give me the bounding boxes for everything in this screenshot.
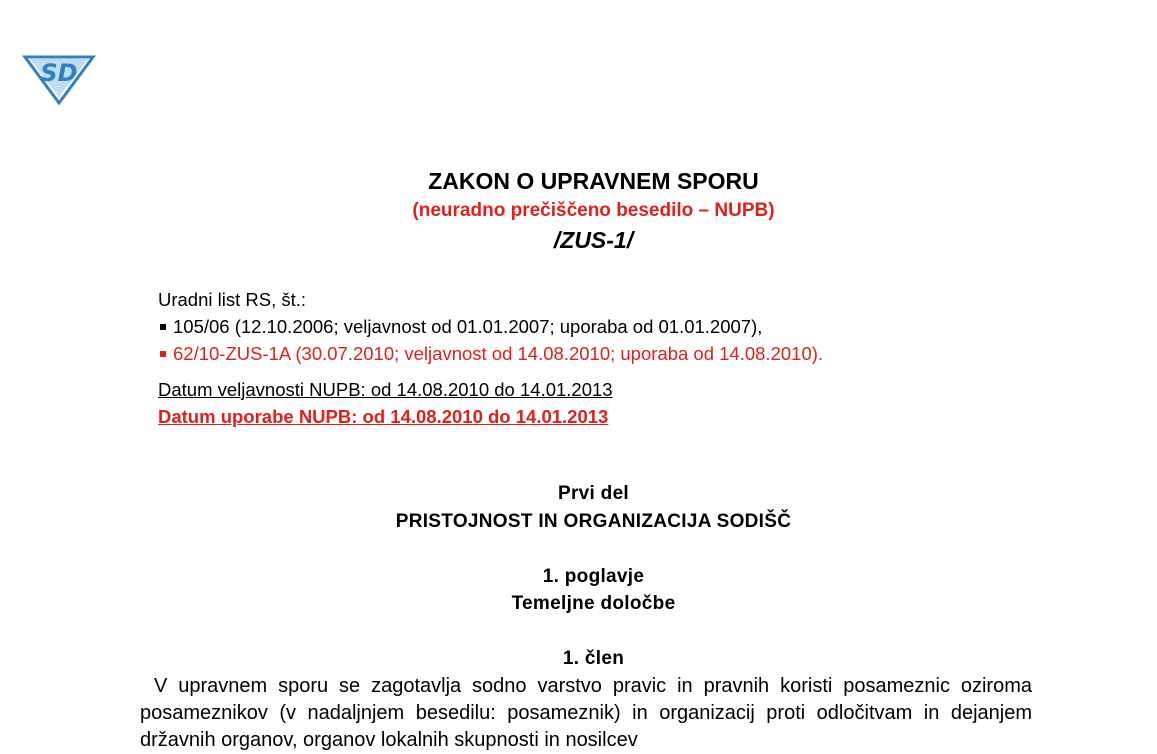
bullet-icon [160,351,166,357]
gazette-heading: Uradni list RS, št.: [158,289,307,310]
article-body [140,673,1032,754]
validity-block [158,376,613,430]
part-title: PRISTOJNOST IN ORGANIZACIJA SODIŠČ [395,511,792,532]
svg-text:SD: SD [40,59,78,87]
chapter-title: Temeljne določbe [511,593,676,614]
sd-logo [22,47,96,105]
law-title: ZAKON O UPRAVNEM SPORU [428,168,759,194]
gazette-entry-text: 105/06 (12.10.2006; veljavnost od 01.01.2007; uporaba od 01.01.2007), [173,316,763,337]
part-label: Prvi del [557,483,630,504]
gazette-entry-amendment [158,340,823,367]
gazette-entry-text: 62/10-ZUS-1A (30.07.2010; veljavnost od 14.08.2010; uporaba od 14.08.2010). [173,343,824,364]
article-label: 1. člen [562,648,625,669]
article-paragraph: V upravnem sporu se zagotavlja sodno varstvo pravic in pravnih koristi posameznic oziroma posameznikov (v nadaljnjem besedilu: posameznik) in organizacij proti odločitvam in dejanjem državnih organov, organov lokalnih skupnosti in nosilcev [140,675,1032,751]
law-abbreviation: /ZUS-1/ [553,227,634,253]
chapter-label: 1. poglavje [542,566,645,587]
gazette-entry [158,313,823,340]
application-date: Datum uporabe NUPB: od 14.08.2010 do 14.01.2013 [158,406,609,427]
validity-date: Datum veljavnosti NUPB: od 14.08.2010 do 14.01.2013 [158,379,613,400]
law-subtitle: (neuradno prečiščeno besedilo – NUPB) [412,200,775,221]
official-gazette-block [158,286,823,367]
bullet-icon [160,324,166,330]
